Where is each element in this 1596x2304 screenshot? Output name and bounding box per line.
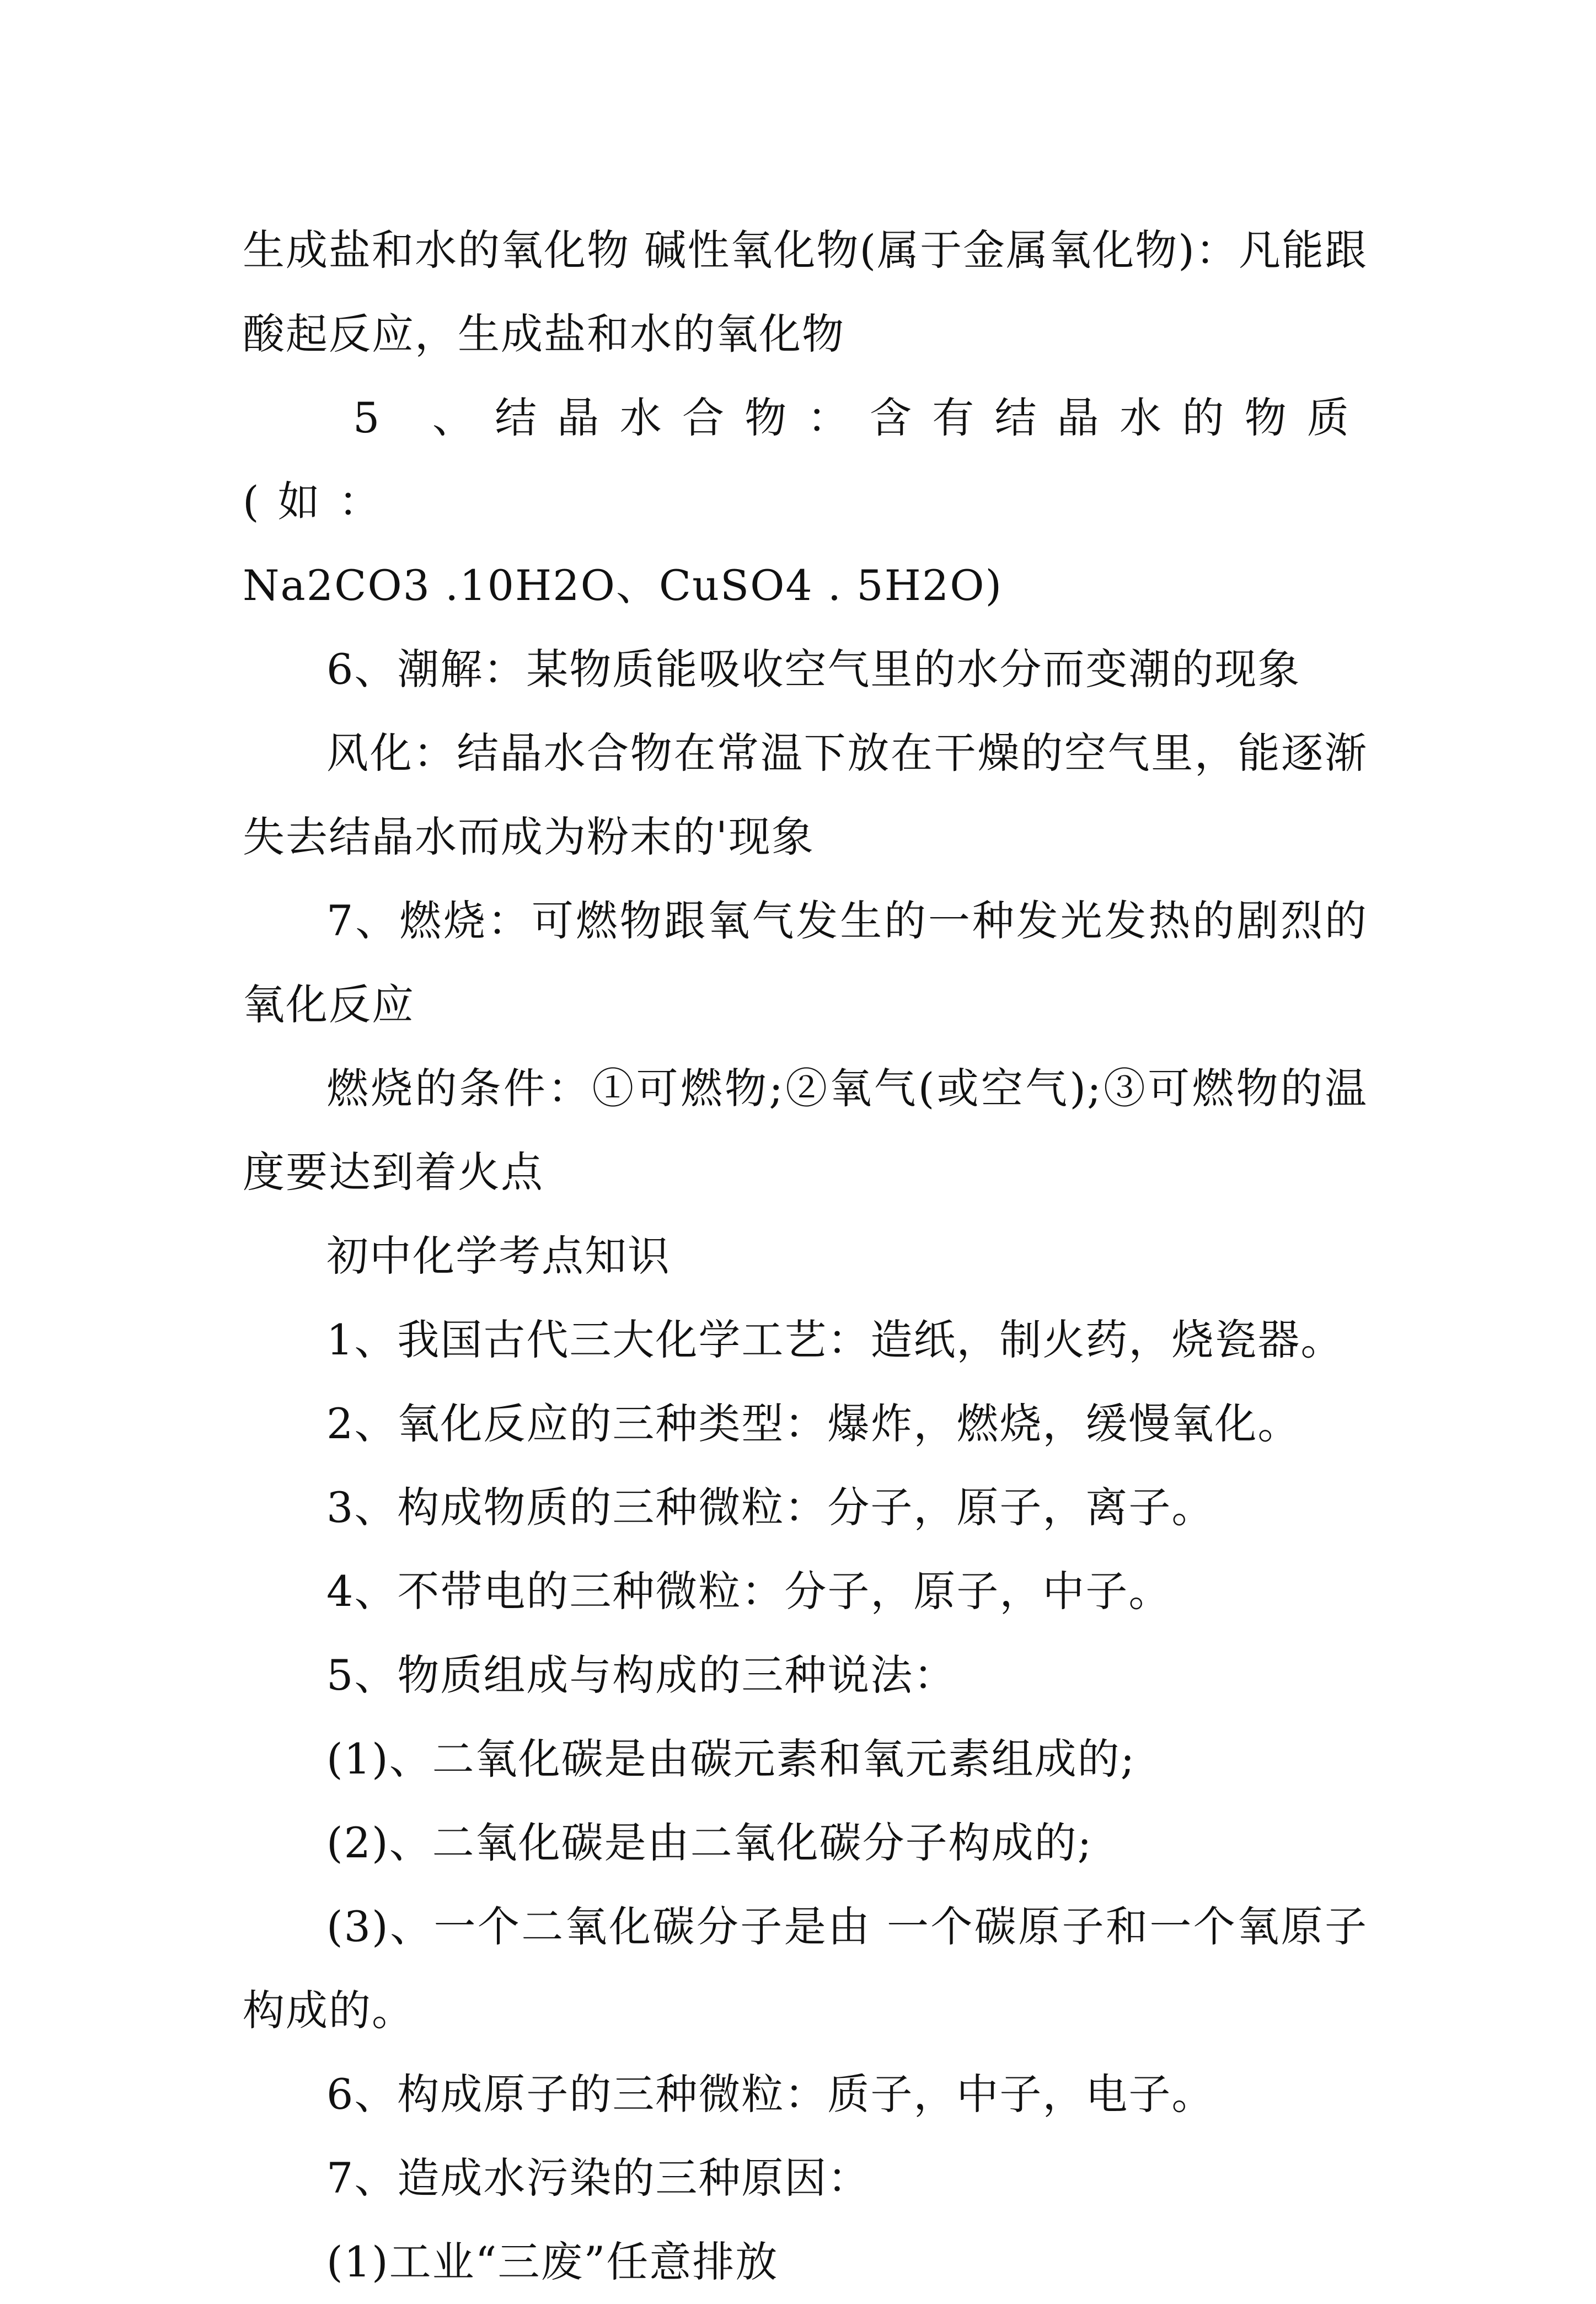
list-item: 7、造成水污染的三种原因： <box>326 2153 871 2203</box>
list-item: 2、氧化反应的三种类型：爆炸，燃烧，缓慢氧化。 <box>326 1399 1301 1448</box>
paragraph: 5 、结晶水合物：含有结晶水的物质(如： <box>243 393 1368 526</box>
list-item: 5、物质组成与构成的三种说法： <box>326 1651 957 1700</box>
section-heading: 初中化学考点知识 <box>326 1231 671 1280</box>
paragraph: 生成盐和水的氧化物 碱性氧化物(属于金属氧化物)：凡能跟酸起反应，生成盐和水的氧化物 <box>243 226 1368 358</box>
paragraph: 燃烧的条件：①可燃物;②氧气(或空气);③可燃物的温度要达到着火点 <box>243 1064 1368 1197</box>
list-item: 4、不带电的三种微粒：分子，原子，中子。 <box>326 1567 1172 1616</box>
list-item: 3、构成物质的三种微粒：分子，原子，离子。 <box>326 1483 1215 1532</box>
sub-list-item: (2)、二氧化碳是由二氧化碳分子构成的; <box>326 1818 1093 1867</box>
list-item: 1、我国古代三大化学工艺：造纸，制火药，烧瓷器。 <box>326 1315 1344 1364</box>
list-item: 6、构成原子的三种微粒：质子，中子，电子。 <box>326 2070 1215 2119</box>
document-body <box>243 208 1368 2304</box>
sub-list-item: (3)、一个二氧化碳分子是由 一个碳原子和一个氧原子构成的。 <box>243 1902 1368 2035</box>
paragraph: 风化：结晶水合物在常温下放在干燥的空气里，能逐渐失去结晶水而成为粉末的'现象 <box>243 728 1368 861</box>
paragraph: Na2CO3 .10H2O、CuSO4 . 5H2O) <box>243 561 1003 610</box>
sub-list-item: (1)工业“三废”任意排放 <box>326 2237 779 2286</box>
paragraph: 7、燃烧：可燃物跟氧气发生的一种发光发热的剧烈的氧化反应 <box>243 896 1368 1029</box>
paragraph: 6、潮解：某物质能吸收空气里的水分而变潮的现象 <box>326 645 1301 694</box>
sub-list-item: (1)、二氧化碳是由碳元素和氧元素组成的; <box>326 1734 1136 1783</box>
